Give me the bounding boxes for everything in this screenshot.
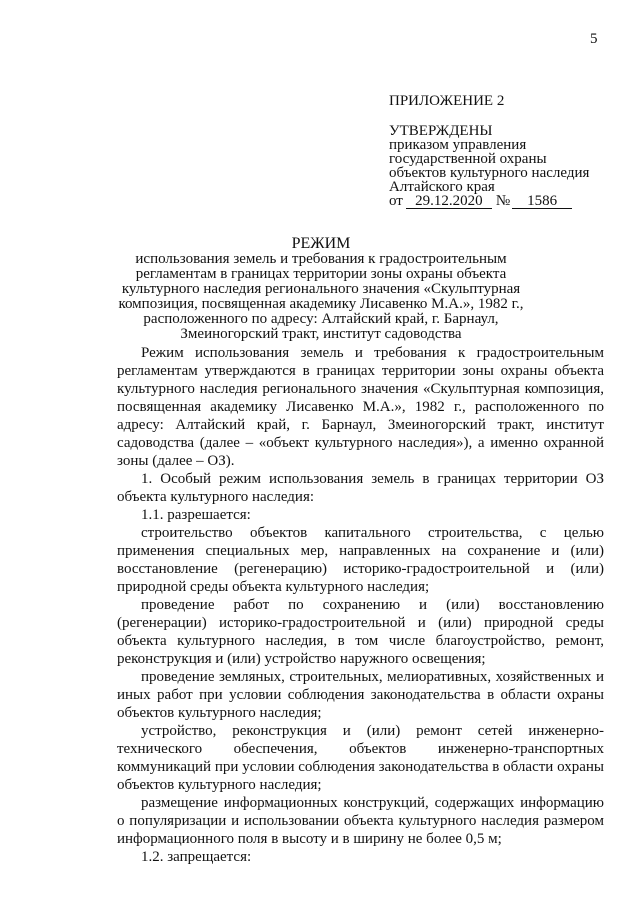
title-line: культурного наследия регионального значения «Скульптурная xyxy=(121,281,521,297)
body-paragraph: устройство, реконструкция и (или) ремонт сетей инженерно-технического обеспечения, объектов инженерно-транспортных коммуникаций при условии соблюдения законодательства в области охраны объектов культурного наследия; xyxy=(117,723,604,793)
order-date: 29.12.2020 xyxy=(406,194,492,209)
approval-line: Алтайского края xyxy=(389,179,495,195)
approval-line: приказом управления xyxy=(389,137,527,153)
title-line: Змеиногорский тракт, институт садоводства xyxy=(180,326,462,342)
document-title: РЕЖИМ xyxy=(291,235,351,252)
order-date-line xyxy=(389,194,589,209)
page-number: 5 xyxy=(590,31,598,47)
body-paragraph: проведение работ по сохранению и (или) восстановлению (регенерации) историко-градостроительной и (или) природной среды объекта культурного наследия, в том числе благоустройство, ремонт, реконструкция и (или) устройство наружного освещения; xyxy=(117,597,604,667)
body-paragraph: строительство объектов капитального строительства, с целью применения специальных мер, направленных на сохранение и (или) восстановление (регенерацию) историко-градостроительной и (или) природной среды объекта культурного наследия; xyxy=(117,525,604,595)
title-line: регламентам в границах территории зоны охраны объекта xyxy=(135,266,507,282)
number-sign: № xyxy=(495,193,511,209)
body-paragraph: 1.1. разрешается: xyxy=(141,507,251,523)
approval-line: государственной охраны xyxy=(389,151,547,167)
document-title-block xyxy=(96,236,546,342)
body-paragraph: проведение земляных, строительных, мелиоративных, хозяйственных и иных работ при условии соблюдения законодательства в области охраны объектов культурного наследия; xyxy=(117,669,604,721)
document-body xyxy=(117,344,604,866)
approval-block xyxy=(389,94,589,209)
approval-line: объектов культурного наследия xyxy=(389,165,590,181)
approved-label: УТВЕРЖДЕНЫ xyxy=(389,123,493,139)
body-paragraph: Режим использования земель и требования к градостроительным регламентам утверждаются в границах территории зоны охраны объекта культурного наследия регионального значения «Скульптурная композиция, посвященная академику Лисавенко М.А.», 1982 г., расположенного по адресу: Алтайский край, г. Барнаул, Змеиногорский тракт, институт садоводства (далее – «объект культурного наследия»), а именно охранной зоны (далее – ОЗ). xyxy=(117,345,604,469)
title-line: использования земель и требования к градостроительным xyxy=(135,251,507,267)
title-line: композиция, посвященная академику Лисавенко М.А.», 1982 г., xyxy=(118,296,524,312)
body-paragraph: 1. Особый режим использования земель в границах территории ОЗ объекта культурного наследия: xyxy=(117,471,604,505)
date-prefix: от xyxy=(389,193,403,209)
body-paragraph: размещение информационных конструкций, содержащих информацию о популяризации и использовании объекта культурного наследия размером информационного поля в высоту и в ширину не более 0,5 м; xyxy=(117,795,604,847)
order-number: 1586 xyxy=(512,194,572,209)
title-line: расположенного по адресу: Алтайский край, г. Барнаул, xyxy=(143,311,499,327)
appendix-label: ПРИЛОЖЕНИЕ 2 xyxy=(389,93,505,109)
body-paragraph: 1.2. запрещается: xyxy=(141,849,252,865)
